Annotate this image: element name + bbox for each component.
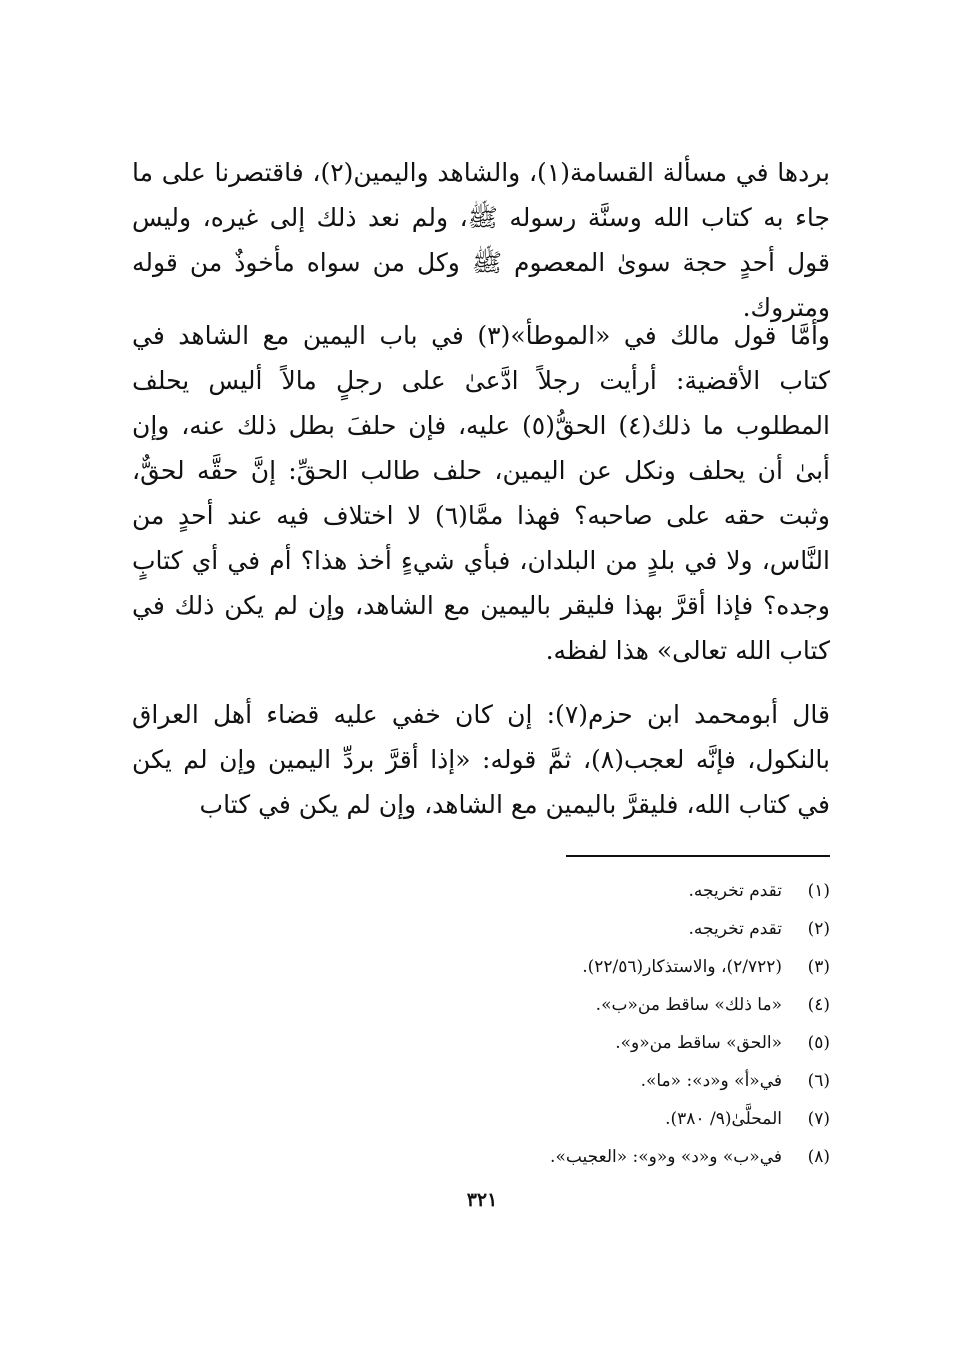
- footnote: [132, 1100, 830, 1138]
- footnote-number: (٢): [807, 919, 830, 939]
- footnote-number: (٤): [807, 995, 830, 1015]
- footnote-text: «الحق» ساقط من«و».: [615, 1033, 782, 1053]
- footnote-number: (٥): [807, 1033, 830, 1053]
- footnote: [132, 1024, 830, 1062]
- footnote: [132, 910, 830, 948]
- body-paragraph: بردها في مسألة القسامة(١)، والشاهد واليمين(٢)، فاقتصرنا على ما جاء به كتاب الله وسنَّة رسوله ﷺ، ولم نعد ذلك إلى غيره، وليس قول أحدٍ حجة سوىٰ المعصوم ﷺ وكل من سواه مأخوذٌ من قوله ومتروك.: [132, 158, 830, 322]
- footnote-text: تقدم تخريجه.: [688, 881, 782, 901]
- footnote: [132, 872, 830, 910]
- footnote-number: (١): [807, 881, 830, 901]
- body-paragraph: وأمَّا قول مالك في «الموطأ»(٣) في باب اليمين مع الشاهد في كتاب الأقضية: أرأيت رجلاً ادَّعىٰ على رجلٍ مالاً أليس يحلف المطلوب ما ذلك(٤) الحقُّ(٥) عليه، فإن حلفَ بطل ذلك عنه، وإن أبىٰ أن يحلف ونكل عن اليمين، حلف طالب الحقِّ: إنَّ حقَّه لحقٌّ، وثبت حقه على صاحبه؟ فهذا ممَّا(٦) لا اختلاف فيه عند أحدٍ من النَّاس، ولا في بلدٍ من البلدان، فبأي شيءٍ أخذ هذا؟ أم في أي كتابٍ وجده؟ فإذا أقرَّ بهذا فليقر باليمين مع الشاهد، وإن لم يكن ذلك في كتاب الله تعالى» هذا لفظه.: [132, 321, 831, 665]
- footnote: [132, 948, 830, 986]
- footnote-separator: [566, 855, 830, 857]
- footnote-number: (٣): [807, 957, 830, 977]
- footnote-number: (٦): [807, 1071, 830, 1091]
- body-paragraph: قال أبومحمد ابن حزم(٧): إن كان خفي عليه قضاء أهل العراق بالنكول، فإنَّه لعجب(٨)، ثمَّ قوله: «إذا أقرَّ بردِّ اليمين وإن لم يكن في كتاب الله، فليقرَّ باليمين مع الشاهد، وإن لم يكن في كتاب: [132, 700, 830, 819]
- footnote-number: (٨): [807, 1147, 830, 1167]
- footnote-list: [132, 872, 830, 1176]
- footnote-text: المحلَّىٰ(٩/ ٣٨٠).: [665, 1109, 782, 1129]
- footnote-number: (٧): [807, 1109, 830, 1129]
- page-number: ٣٢١: [466, 1189, 498, 1211]
- footnote-text: «ما ذلك» ساقط من«ب».: [595, 995, 782, 1015]
- footnote: [132, 986, 830, 1024]
- footnote: [132, 1062, 830, 1100]
- footnote-text: في«أ» و«د»: «ما».: [640, 1071, 782, 1091]
- footnote-text: في«ب» و«د» و«و»: «العجيب».: [550, 1147, 782, 1167]
- footnote-text: (٢/٧٢٢)، والاستذكار(٢٢/٥٦).: [582, 957, 782, 977]
- footnote-text: تقدم تخريجه.: [688, 919, 782, 939]
- footnote: [132, 1138, 830, 1176]
